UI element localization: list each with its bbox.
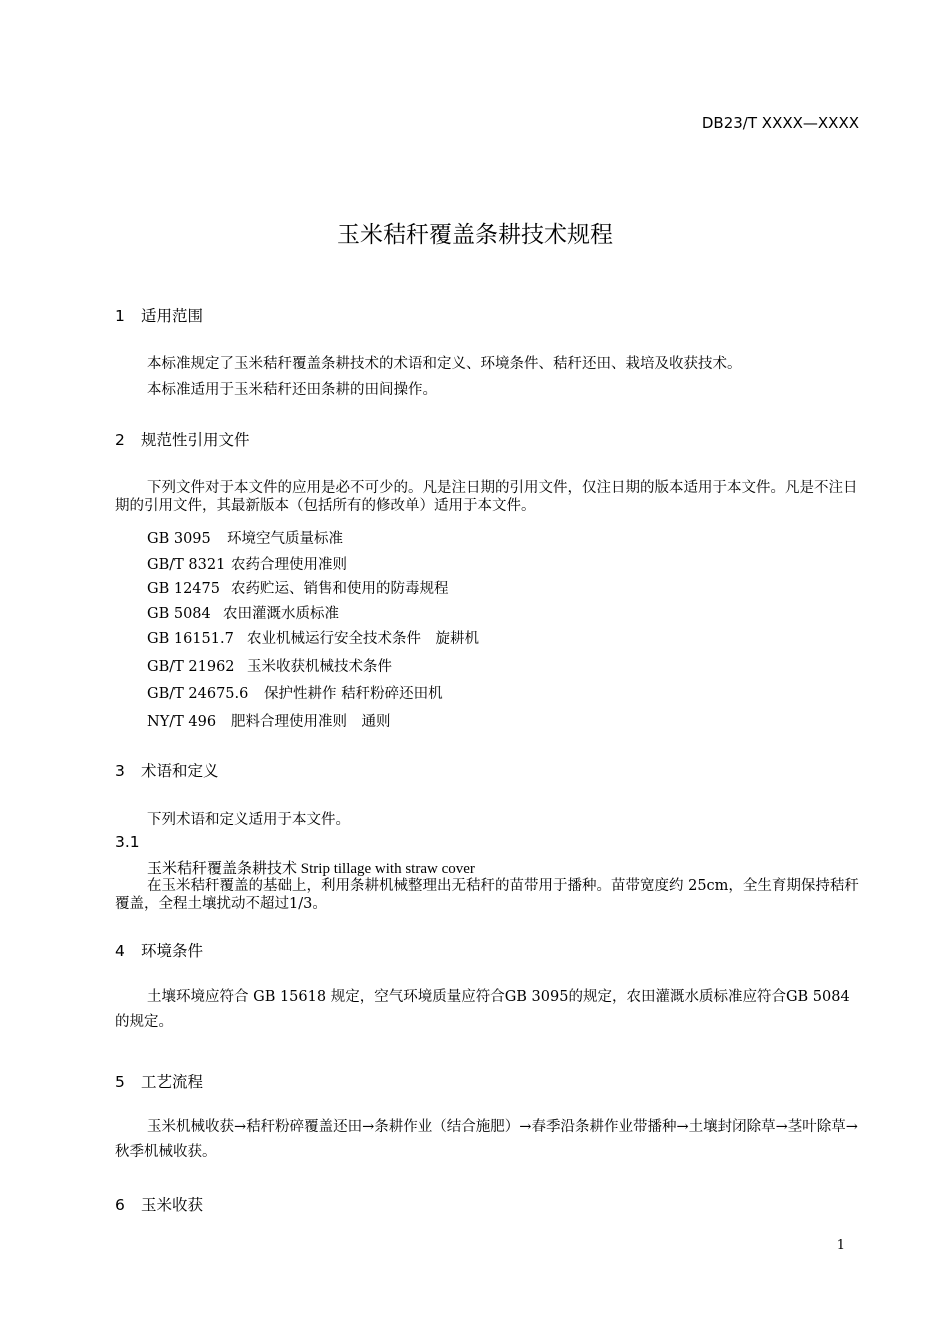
reference-code: GB 5084	[147, 606, 211, 622]
section-title: 工艺流程	[141, 1073, 204, 1091]
section-1-heading	[115, 304, 203, 326]
reference-name: 农业机械运行安全技术条件 旋耕机	[247, 631, 479, 647]
reference-code: GB/T 21962	[147, 659, 235, 675]
section-number: 2	[115, 431, 125, 449]
reference-code: GB 12475	[147, 581, 220, 597]
section-title: 适用范围	[141, 307, 204, 325]
reference-item	[147, 553, 347, 574]
section-5-heading	[115, 1070, 203, 1092]
section-title: 规范性引用文件	[141, 431, 250, 449]
section-4-heading	[115, 939, 203, 961]
section-title: 环境条件	[141, 942, 204, 960]
document-code: DB23/T XXXX—XXXX	[701, 114, 859, 132]
reference-item	[147, 527, 343, 548]
reference-item	[147, 577, 449, 598]
section-number: 4	[115, 942, 125, 960]
reference-code: GB/T 24675.6	[147, 686, 249, 702]
reference-code: NY/T 496	[147, 714, 217, 730]
term-number: 3.1	[115, 833, 140, 851]
reference-name: 玉米收获机械技术条件	[247, 659, 392, 675]
section-5-text: 玉米机械收获→秸秆粉碎覆盖还田→条耕作业（结合施肥）→春季沿条耕作业带播种→土壤封闭除草→茎叶除草→秋季机械收获。	[115, 1119, 858, 1160]
section-number: 5	[115, 1073, 125, 1091]
reference-code: GB/T 8321	[147, 557, 226, 573]
term-definition: 在玉米秸秆覆盖的基础上，利用条耕机械整理出无秸秆的苗带用于播种。苗带宽度约 25cm，全生育期保持秸秆覆盖，全程土壤扰动不超过1/3。	[115, 878, 859, 912]
section-4-text: 土壤环境应符合 GB 15618 规定，空气环境质量应符合GB 3095的规定，农田灌溉水质标准应符合GB 5084的规定。	[115, 989, 850, 1030]
section-title: 玉米收获	[141, 1196, 204, 1214]
section-2-heading	[115, 428, 250, 450]
section-1-paragraph-1: 本标准规定了玉米秸秆覆盖条耕技术的术语和定义、环境条件、秸秆还田、栽培及收获技术。	[147, 356, 742, 372]
reference-item	[147, 627, 479, 648]
reference-name: 农药贮运、销售和使用的防毒规程	[231, 581, 449, 597]
term-title-en: Strip tillage with straw cover	[300, 861, 475, 877]
reference-item	[147, 655, 392, 676]
section-number: 3	[115, 762, 125, 780]
section-3-heading	[115, 759, 219, 781]
section-1-paragraph-2: 本标准适用于玉米秸秆还田条耕的田间操作。	[147, 382, 437, 398]
term-title-cn: 玉米秸秆覆盖条耕技术	[147, 859, 298, 877]
section-6-heading	[115, 1193, 203, 1215]
reference-item	[147, 710, 391, 731]
document-title: 玉米秸秆覆盖条耕技术规程	[337, 222, 613, 248]
reference-name: 农药合理使用准则	[231, 557, 347, 573]
section-3-intro: 下列术语和定义适用于本文件。	[147, 812, 350, 828]
section-title: 术语和定义	[141, 762, 219, 780]
section-number: 6	[115, 1196, 125, 1214]
reference-item	[147, 682, 443, 703]
reference-name: 农田灌溉水质标准	[223, 606, 339, 622]
reference-code: GB 3095	[147, 531, 211, 547]
reference-name: 保护性耕作 秸秆粉碎还田机	[264, 686, 443, 702]
reference-name: 环境空气质量标准	[227, 531, 343, 547]
reference-name: 肥料合理使用准则 通则	[231, 714, 391, 730]
reference-item	[147, 602, 339, 623]
term-title	[147, 857, 475, 878]
page-number: 1	[836, 1238, 845, 1253]
section-2-intro: 下列文件对于本文件的应用是必不可少的。凡是注日期的引用文件，仅注日期的版本适用于本文件。凡是不注日期的引用文件，其最新版本（包括所有的修改单）适用于本文件。	[115, 480, 858, 514]
reference-code: GB 16151.7	[147, 631, 234, 647]
section-number: 1	[115, 307, 125, 325]
